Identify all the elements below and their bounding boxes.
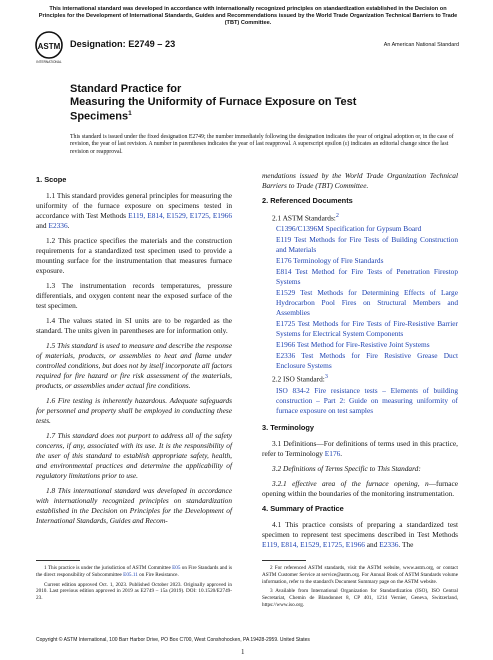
issued-note: This standard is issued under the fixed designation E2749; the number immediately following the designation indicates the year of original adoption or, in the case of revision, the year of last revision. A number in parentheses indicates the year of last reapproval. A superscript epsilon (ε) indicates an editorial change since the last revision or reapproval.	[70, 134, 454, 155]
para-3-2: 3.2 Definitions of Terms Specific to This Standard:	[272, 463, 421, 473]
wto-notice: This international standard was developed in accordance with internationally recognized principles on standardization established in the Decision on Principles for the Development of International Standards, Guides and Recommendations issued by the World Trade Organization Technical Barriers to Trade (TBT) Committee.	[38, 6, 458, 26]
left-column	[36, 171, 232, 531]
reference-code: E176	[276, 256, 292, 266]
reference-code: E119	[276, 235, 292, 245]
reference-code: E2336	[276, 351, 296, 361]
footnote-rule-left	[36, 560, 80, 561]
reference-title: Test Methods for Fire Resistive Grease Duct Enclosure Systems	[276, 351, 458, 371]
reference-title: Test Method for Fire Tests of Penetration Firestop Systems	[276, 267, 458, 287]
reference-title: Test Methods for Fire Tests of Fire-Resistive Barrier Systems for Electrical System Components	[276, 319, 458, 339]
reference-code: E1725	[276, 319, 296, 329]
e176-link[interactable]: E176	[324, 448, 341, 458]
para-1-8: 1.8 This international standard was developed in accordance with internationally recognized principles on standardization established in the Decision on Principles for the Development of International Standards, Guides and Recom-	[36, 485, 232, 525]
terminology-heading: 3. Terminology	[262, 422, 315, 432]
para-1-6: 1.6 Fire testing is inherently hazardous. Adequate safeguards for personnel and property shall be employed in conducting these tests.	[36, 395, 232, 425]
svg-text:ASTM: ASTM	[37, 42, 61, 51]
para-1-2: 1.2 This practice specifies the materials and the construction requirements for a standardized test specimen used to provide a mounting surface for the instrumentation that measures furnace exposure.	[36, 236, 232, 275]
footnote-rule-right	[262, 560, 306, 561]
reference-code: C1396/C1396M	[276, 224, 324, 234]
reference-item[interactable]	[276, 351, 458, 371]
footnote-2-ref[interactable]: 2	[335, 213, 339, 220]
para-3-2-1: 3.2.1 effective area of the furnace opening, n—furnace opening within the boundaries of the monitoring instrumentation.	[262, 478, 458, 498]
copyright: Copyright © ASTM International, 100 Barr Harbor Drive, PO Box C700, West Conshohocken, PA 19428-2959. United States	[36, 637, 310, 643]
para-1-7: 1.7 This standard does not purport to address all of the safety concerns, if any, associated with its use. It is the responsibility of the user of this standard to establish appropriate safety, health, and environmental practices and determine the applicability of regulatory limitations prior to use.	[36, 430, 232, 480]
reference-item[interactable]	[276, 267, 458, 287]
e2336-link[interactable]: E2336	[48, 221, 68, 231]
para-4-1: 4.1 This practice consists of preparing a standardized test specimen to represent test specimens described in Test Methods E119, E814, E1529, E1725, E1966 and E2336. The	[262, 519, 458, 549]
designation: Designation: E2749 – 23	[70, 39, 176, 49]
subcommittee-e0511-link[interactable]: E05.11	[123, 571, 138, 578]
scope-heading: 1. Scope	[36, 175, 67, 184]
reference-title: Test Methods for Determining Effects of Large Hydrocarbon Pool Fires on Structural Members and Assemblies	[276, 288, 458, 318]
logo-caption: INTERNATIONAL	[36, 60, 62, 64]
title-line-3: Specimens$^1$	[70, 109, 132, 123]
summary-e2336-link[interactable]: E2336	[379, 539, 399, 549]
para-1-3: 1.3 The instrumentation records temperatures, pressure differentials, and oxygen content near the exposed surface of the test specimen.	[36, 280, 232, 310]
page-title	[70, 83, 410, 124]
footnote-3-ref[interactable]: 3	[324, 374, 328, 381]
reference-item[interactable]	[276, 235, 458, 255]
reference-code: E1966	[276, 340, 296, 350]
committee-e05-link[interactable]: E05	[172, 565, 181, 571]
summary-test-method-links[interactable]: E119, E814, E1529, E1725, E1966	[262, 539, 365, 549]
title-line-2: Measuring the Uniformity of Furnace Exposure on Test	[70, 96, 357, 109]
reference-title: Terminology of Fire Standards	[291, 256, 384, 266]
footnote-2: 2 For referenced ASTM standards, visit the ASTM website, www.astm.org, or contact ASTM Customer Service at service@astm.org. For Annual Book of ASTM Standards volume information, refer to the standard's Document Summary page on the ASTM website.	[262, 565, 458, 585]
para-1-8-cont: mendations issued by the World Trade Organization Technical Barriers to Trade (TBT) Committee.	[262, 171, 458, 190]
reference-item[interactable]	[276, 224, 458, 234]
reference-title: Specification for Gypsum Board	[323, 224, 422, 234]
test-method-links[interactable]: E119, E814, E1529, E1725, E1966	[128, 211, 232, 221]
reference-item[interactable]	[276, 319, 458, 339]
standard-type: An American National Standard	[383, 42, 459, 48]
reference-item[interactable]	[276, 256, 458, 266]
para-3-1: 3.1 Definitions—For definitions of terms used in this practice, refer to Terminology E176.	[262, 438, 458, 458]
astm-standards-label: 2.1 ASTM Standards:$^2$	[272, 213, 339, 223]
title-footnote-ref[interactable]: 1	[128, 109, 132, 117]
reference-item[interactable]	[276, 340, 458, 350]
para-1-4: 1.4 The values stated in SI units are to be regarded as the standard. The units given in parentheses are for information only.	[36, 315, 232, 335]
right-column	[262, 171, 458, 555]
reference-title: Test Methods for Fire Tests of Building Construction and Materials	[276, 235, 458, 255]
para-1-1: 1.1 This standard provides general principles for measuring the uniformity of the furnace exposure on specimens tested in accordance with Test Methods E119, E814, E1529, E1725, E1966 and E2336.	[36, 191, 232, 231]
page-number: 1	[241, 648, 245, 656]
iso-standard-label: 2.2 ISO Standard:$^3$	[272, 374, 328, 384]
reference-code: E1529	[276, 288, 296, 298]
astm-logo	[34, 31, 64, 65]
footnote-1-edition: Current edition approved Oct. 1, 2023. Published October 2023. Originally approved in 2010. Last previous edition approved in 2019 as E2749 – 15a (2019). DOI: 10.1520/E2749-23.	[36, 581, 232, 601]
reference-item[interactable]	[276, 288, 458, 318]
summary-heading: 4. Summary of Practice	[262, 503, 344, 513]
footnotes-right	[262, 565, 458, 612]
reference-list	[276, 224, 458, 371]
title-line-1: Standard Practice for	[70, 83, 182, 95]
footnotes-left	[36, 565, 232, 605]
reference-title: Test Method for Fire-Resistive Joint Systems	[295, 340, 430, 350]
footnote-3: 3 Available from International Organization for Standardization (ISO), ISO Central Secretariat, Chemin de Blandonnet 8, CP 401, 1214 Vernier, Geneva, Switzerland, https://www.iso.org.	[262, 588, 458, 608]
footnote-1: 1 This practice is under the jurisdiction of ASTM Committee E05 on Fire Standards and is the direct responsibility of Subcommittee E05.11 on Fire Resistance.	[36, 565, 233, 578]
para-1-5: 1.5 This standard is used to measure and describe the response of materials, products, or assemblies to heat and flame under controlled conditions, but does not by itself incorporate all factors required for fire hazard or fire risk assessment of the materials, products, or assemblies under actual fire conditions.	[36, 340, 232, 390]
iso-reference[interactable]: ISO 834-2 Fire resistance tests – Elements of building construction – Part 2: Guide on measuring uniformity of furnace exposure on test samples	[276, 385, 458, 415]
reference-code: E814	[276, 267, 292, 277]
refdocs-heading: 2. Referenced Documents	[262, 195, 353, 205]
